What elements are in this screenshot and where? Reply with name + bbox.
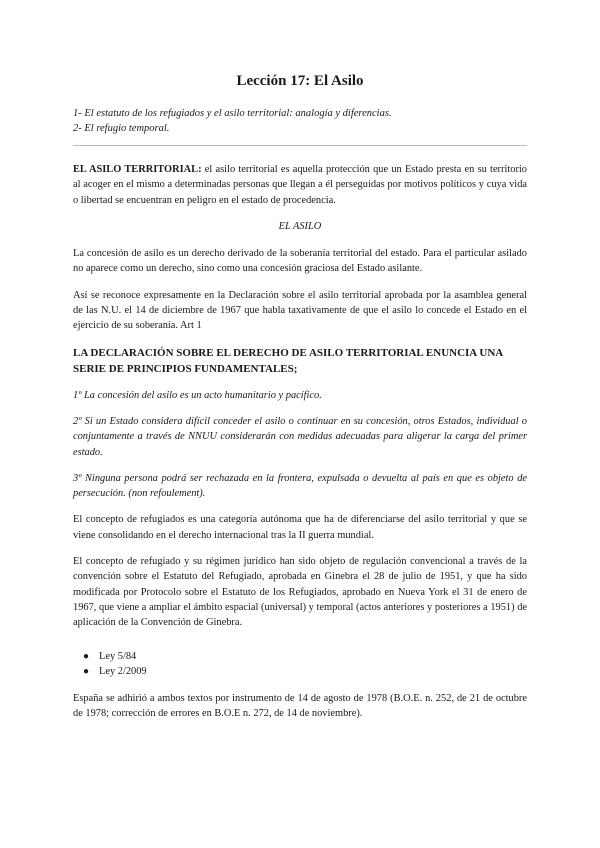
law-label: Ley 2/2009: [99, 665, 147, 677]
toc-item: 2- El refugio temporal.: [73, 123, 170, 134]
principle-item: 3º Ninguna persona podrá ser rechazada en la frontera, expulsada o devuelta al país en que es objeto de persecución. (non refoulement).: [73, 472, 527, 500]
toc-item: 1- El estatuto de los refugiados y el asilo territorial: analogía y diferencias.: [73, 108, 392, 119]
bullet-icon: ●: [83, 650, 90, 662]
list-item: [83, 664, 527, 679]
table-of-contents: [73, 106, 527, 136]
paragraph-concesion: La concesión de asilo es un derecho derivado de la soberanía territorial del estado. Para el particular asilado no aparece como un derecho, sino como una concesión graciosa del Estado asilante.: [73, 248, 527, 275]
bullet-icon: ●: [83, 665, 90, 677]
section-label: EL ASILO: [278, 220, 322, 232]
divider: [73, 145, 527, 146]
laws-list: [73, 649, 527, 679]
page-title: Lección 17: El Asilo: [236, 73, 364, 89]
paragraph-regimen: El concepto de refugiado y su régimen jurídico han sido objeto de regulación convencional a través de la convención sobre el Estatuto del Refugiado, aprobada en Ginebra el 28 de julio de 1951, y que ha sido modificada por Protocolo sobre el Estatuto de los Refugiados, aprobado en Nueva York el 31 de enero de 1967, que viene a ampliar el ámbito espacial (universal) y temporal (actos anteriores y posteriores a 1951) de aplicación de la Convención de Ginebra.: [73, 556, 527, 629]
paragraph-declaracion: Así se reconoce expresamente en la Declaración sobre el asilo territorial aprobada por la asamblea general de las N.U. el 14 de diciembre de 1967 que habla taxativamente de que el asilo lo concede el Estado en el ejercicio de su soberanía. Art 1: [73, 289, 527, 332]
intro-lead: EL ASILO TERRITORIAL:: [73, 164, 202, 175]
paragraph-refugiados: El concepto de refugiados es una categoría autónoma que ha de diferenciarse del asilo territorial y que se viene consolidando en el derecho internacional tras la II guerra mundial.: [73, 514, 527, 541]
document-body: [73, 162, 527, 732]
principle-item: 2º Si un Estado considera difícil conceder el asilo o continuar en su concesión, otros Estados, individual o conjuntamente a través de NNUU considerarán con medidas adecuadas para aligerar la carga del primer estado.: [73, 415, 527, 458]
paragraph-espana: España se adhirió a ambos textos por instrumento de 14 de agosto de 1978 (B.O.E. n. 252, de 21 de octubre de 1978; corrección de errores en B.O.E n. 272, de 14 de noviembre).: [73, 692, 527, 719]
list-item: [83, 649, 527, 664]
section-heading: LA DECLARACIÓN SOBRE EL DERECHO DE ASILO TERRITORIAL ENUNCIA UNA SERIE DE PRINCIPIOS FUNDAMENTALES;: [73, 346, 503, 375]
principle-item: 1º La concesión del asilo es un acto humanitario y pacífico.: [73, 389, 322, 401]
intro-paragraph: [73, 162, 527, 208]
intro-text: el asilo territorial es aquella protección que un Estado presta en su territorio al acoger en el mismo a determinadas personas que llegan a él perseguidas por motivos políticos y cuya vida o libertad se encuentran en peligro en el estado de procedencia.: [73, 164, 527, 206]
law-label: Ley 5/84: [99, 650, 137, 662]
